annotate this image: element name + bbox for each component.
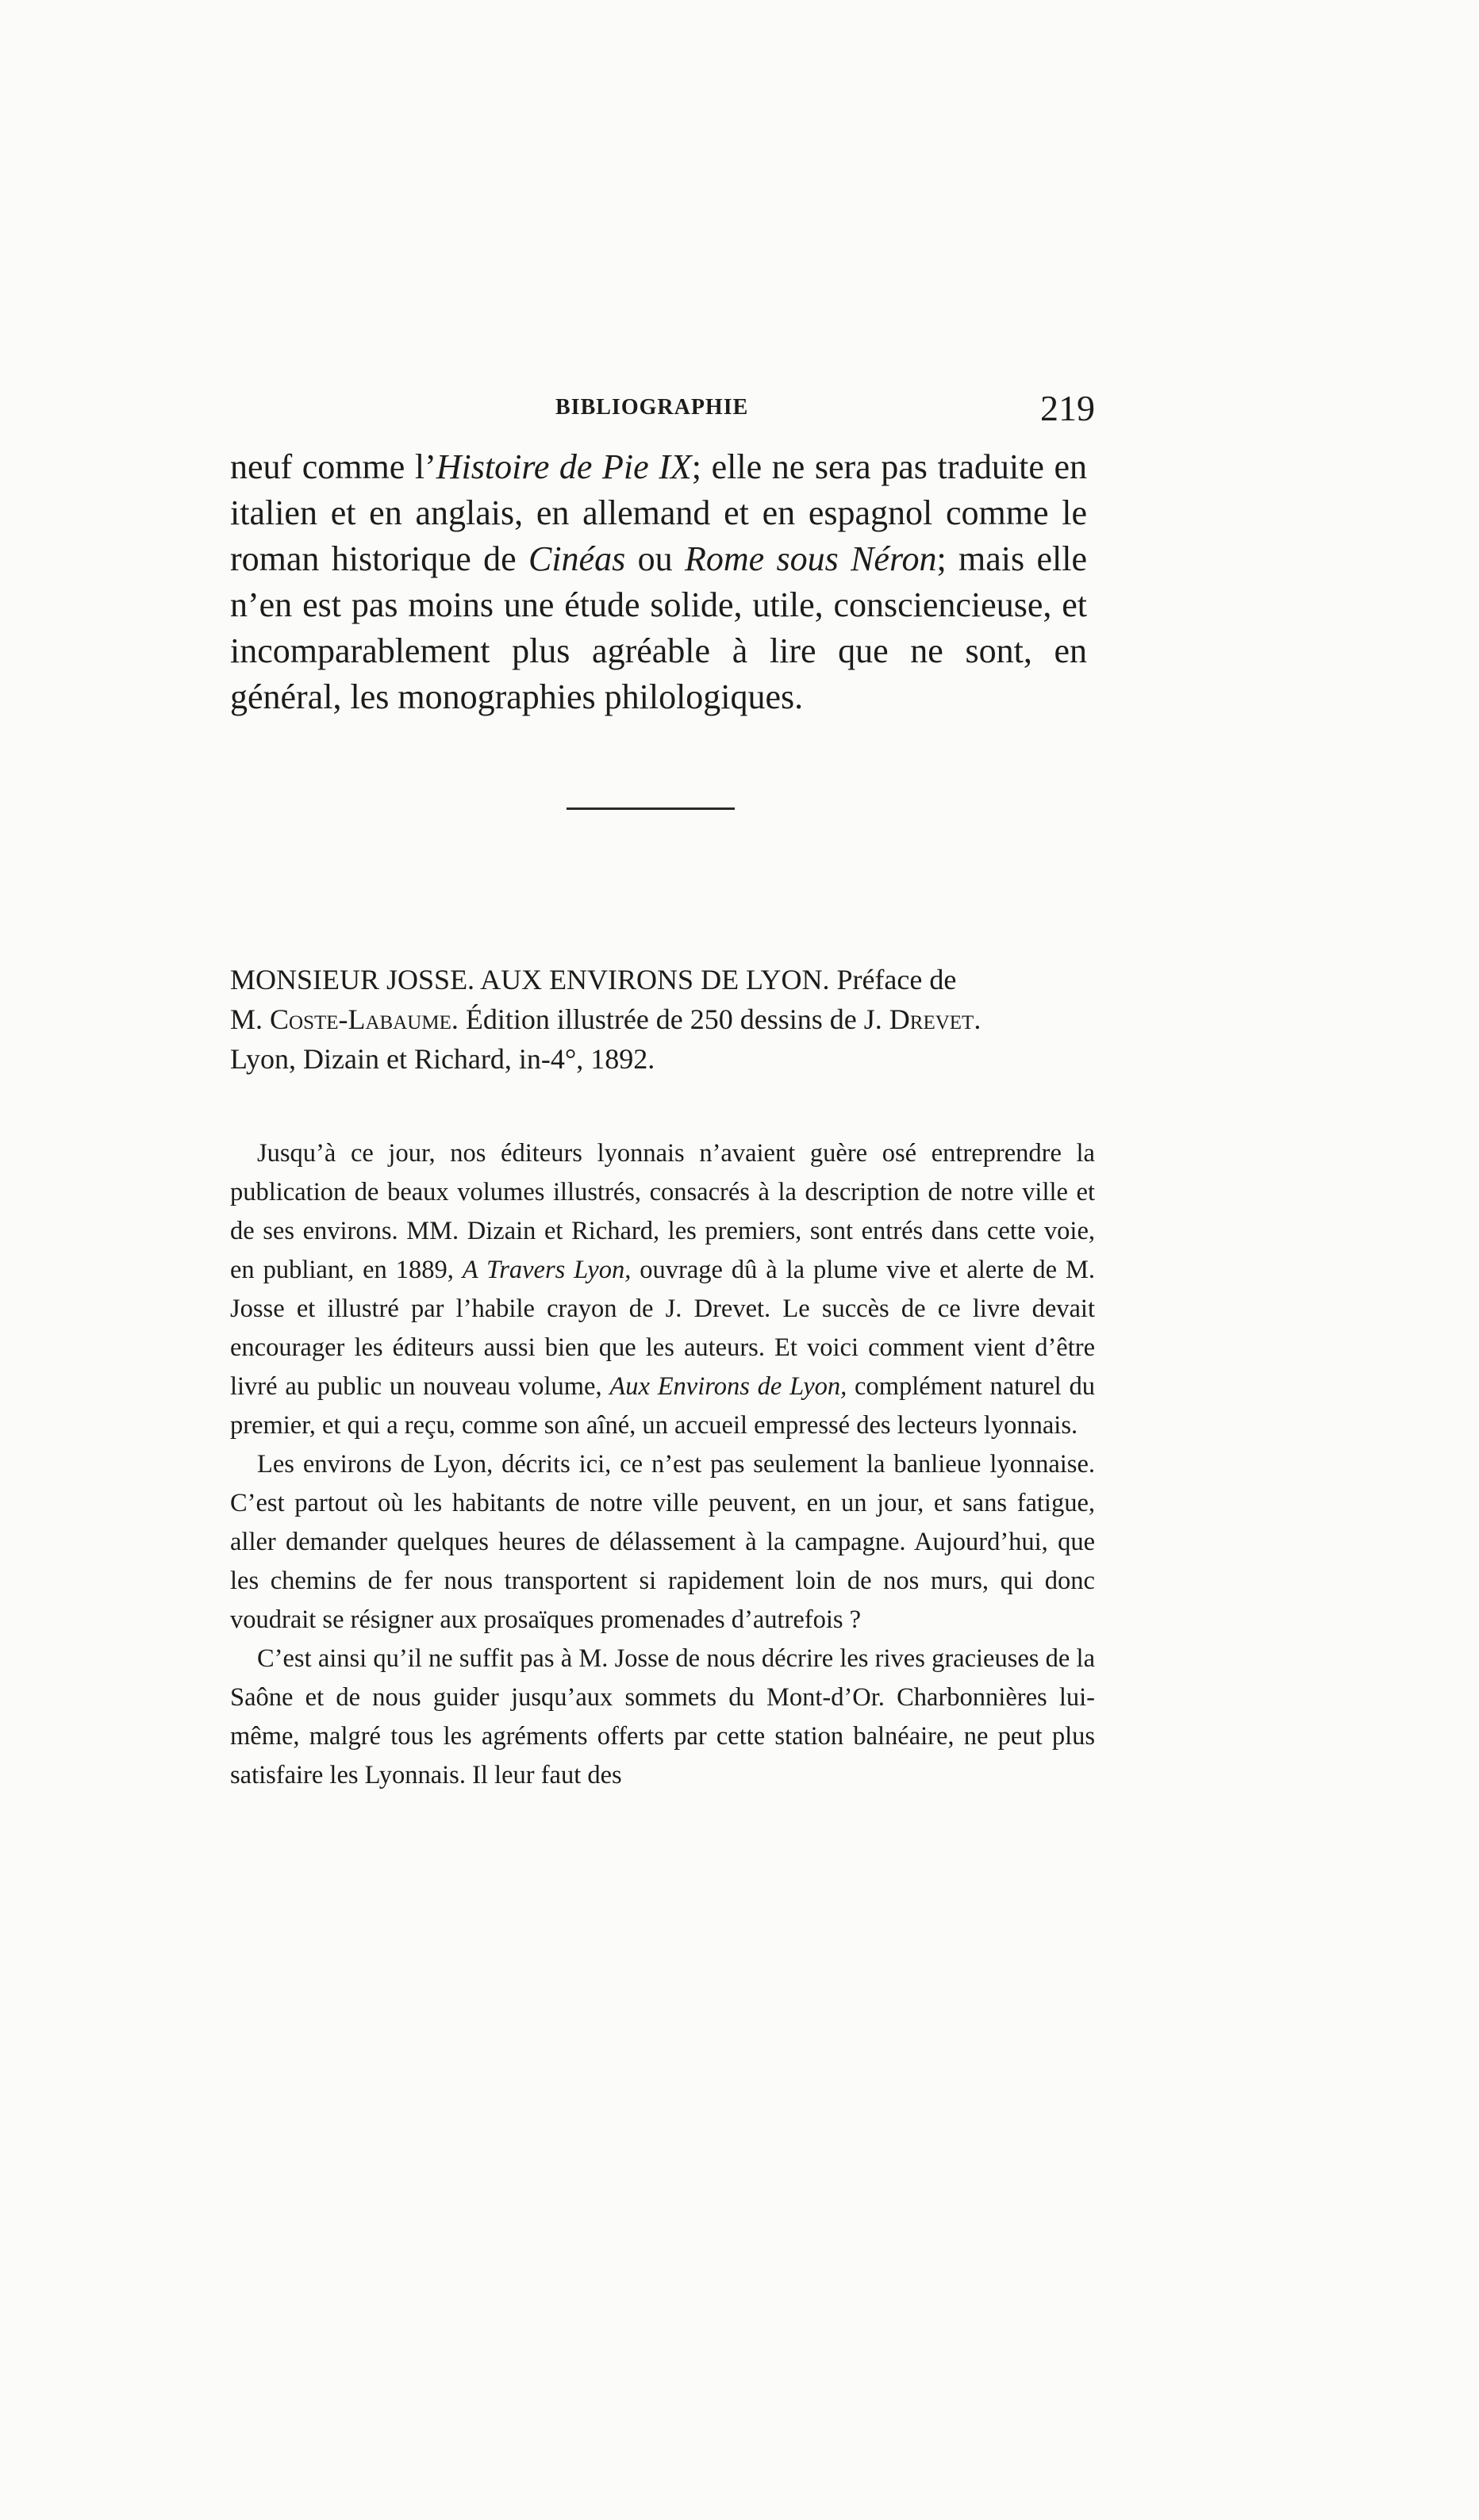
review-paragraph-3: C’est ainsi qu’il ne suffit pas à M. Josse de nous décrire les rives gracieuses de la Saône et de nous guider jusqu’aux sommets du Mont-d’Or. Charbonnières lui-même, malgré tous les agréments offerts par cette station balnéaire, ne peut plus satisfaire les Lyonnais. Il leur faut des xyxy=(230,1644,1095,1789)
review-italic-title: Aux Environs de Lyon, xyxy=(609,1372,847,1401)
citation-title: MONSIEUR JOSSE. AUX ENVIRONS DE LYON. xyxy=(230,964,830,995)
lead-italic-title: Histoire de Pie IX xyxy=(436,447,692,486)
lead-text xyxy=(230,444,1087,720)
lead-paragraph xyxy=(230,444,1087,720)
lead-italic-title: Cinéas xyxy=(528,539,626,578)
lead-text-part: neuf comme l’ xyxy=(230,447,436,486)
review-italic-title: A Travers Lyon, xyxy=(462,1256,632,1284)
lead-italic-title: Rome sous Néron xyxy=(684,539,937,578)
lead-text-part: ou xyxy=(625,539,685,578)
bibliographic-citation xyxy=(230,960,1103,1079)
lead-text-part: ; mais elle n’en est pas moins une étude solide, utile, consciencieuse, et incomparablement plus agréable à lire que ne sont, en général, les monographies philologiques. xyxy=(230,539,1087,716)
review-text-part: ouvrage dû à la plume vive et alerte de M. Josse et illustré par l’habile crayon de J. Drevet. Le succès de ce livre devait encourager les éditeurs aussi bien que les auteurs. Et voici comment vient d’être livré au public un nouveau volume, xyxy=(230,1256,1095,1401)
section-separator xyxy=(567,807,735,810)
citation-text: . xyxy=(974,1003,982,1035)
review-text-part: complément naturel du premier, et qui a reçu, comme son aîné, un accueil empressé des lecteurs lyonnais. xyxy=(230,1372,1095,1440)
review-text-part: Jusqu’à ce jour, nos éditeurs lyonnais n’avaient guère osé entreprendre la publication de beaux volumes illustrés, consacrés à la description de notre ville et de ses environs. MM. Dizain et Richard, les premiers, sont entrés dans cette voie, en publiant, en 1889, xyxy=(230,1139,1095,1284)
citation-preface: Préface de xyxy=(829,964,957,995)
lead-text-part: ; elle ne sera pas traduite en italien et en anglais, en allemand et en espagnol comme le roman historique de xyxy=(230,447,1087,578)
citation-line-1 xyxy=(230,960,1103,999)
review-body xyxy=(230,1134,1095,1795)
running-title: BIBLIOGRAPHIE xyxy=(555,395,749,420)
citation-text: M. xyxy=(230,1003,271,1035)
citation-line-2 xyxy=(230,999,1103,1039)
citation-line-3: Lyon, Dizain et Richard, in-4°, 1892. xyxy=(230,1043,655,1075)
review-paragraph-2: Les environs de Lyon, décrits ici, ce n’est pas seulement la banlieue lyonnaise. C’est partout où les habitants de notre ville peuvent, en un jour, et sans fatigue, aller demander quelques heures de délassement à la campagne. Aujourd’hui, que les chemins de fer nous transportent si rapidement loin de nos murs, qui donc voudrait se résigner aux prosaïques promenades d’autrefois ? xyxy=(230,1450,1095,1634)
running-header xyxy=(230,387,1095,435)
citation-illustrator: Drevet xyxy=(889,1003,974,1035)
review-paragraph-1 xyxy=(230,1134,1095,1445)
page-number: 219 xyxy=(1040,388,1095,428)
citation-preface-author: Coste-Labaume xyxy=(270,1003,451,1035)
citation-text: . Édition illustrée de 250 dessins de J. xyxy=(451,1003,889,1035)
